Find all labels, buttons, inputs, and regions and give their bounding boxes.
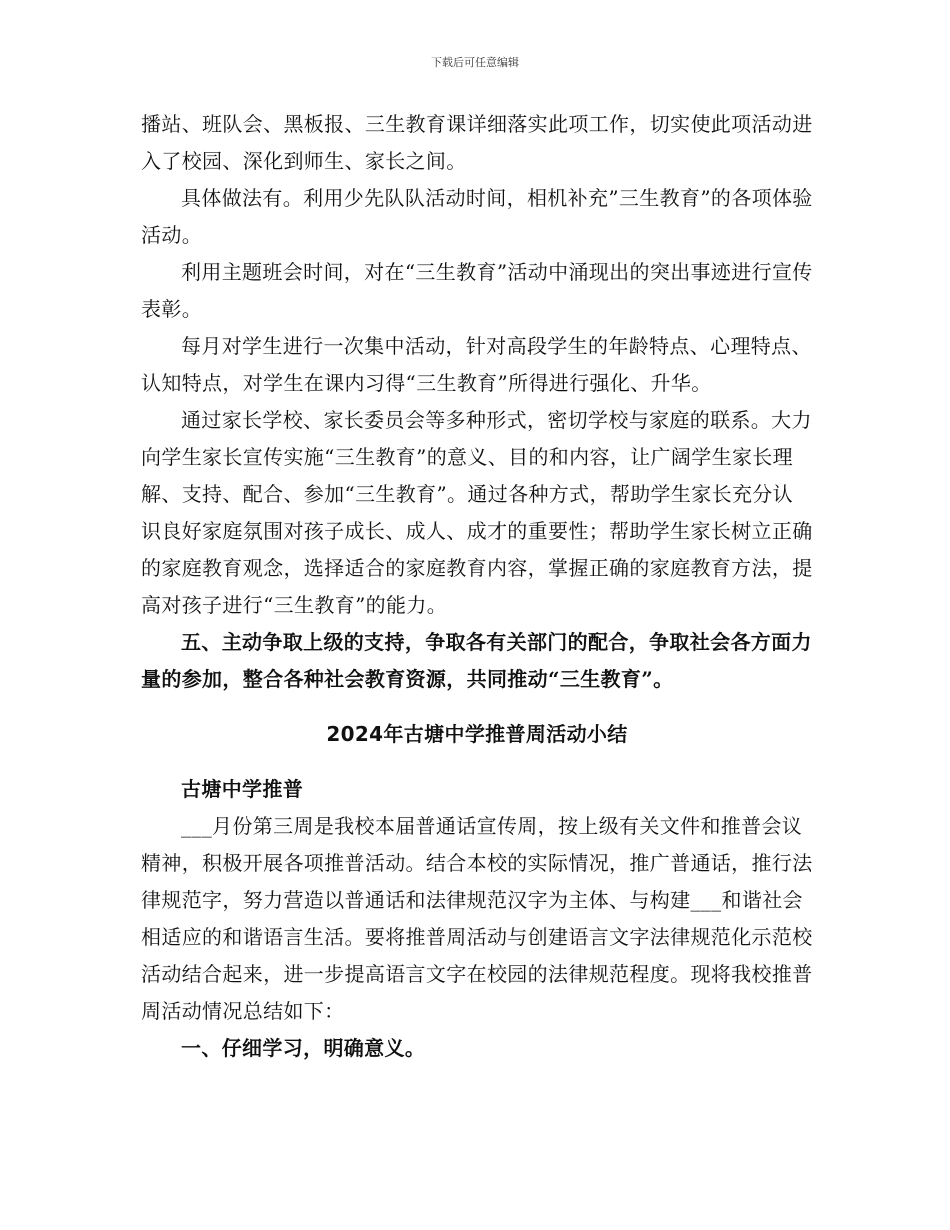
paragraph-monthly-activity: 每月对学生进行一次集中活动，针对高段学生的年龄特点、心理特点、认知特点，对学生在课内习得“三生教育”所得进行强化、升华。: [141, 334, 812, 395]
school-name-heading: 古塘中学推普: [181, 777, 304, 801]
paragraph-intro: ___月份第三周是我校本届普通话宣传周，按上级有关文件和推普会议精神，积极开展各项推普活动。结合本校的实际情况，推广普通话，推行法律规范字，努力营造以普通话和法律规范汉字为主体、与构建___和谐社会相适应的和谐语言生活。要将推普周活动与创建语言文字法律规范化示范校活动结合起来，进一步提高语言文字在校园的法律规范程度。现将我校推普周活动情况总结如下：: [141, 814, 813, 1023]
document-body: [141, 106, 813, 1067]
document-title: 2024年古塘中学推普周活动小结: [326, 722, 628, 746]
section-heading-five: 五、主动争取上级的支持，争取各有关部门的配合，争取社会各方面力量的参加，整合各种社会教育资源，共同推动“三生教育”。: [141, 630, 812, 691]
section-heading-one: 一、仔细学习，明确意义。: [181, 1036, 426, 1060]
paragraph-methods: 具体做法有。利用少先队队活动时间，相机补充”三生教育”的各项体验活动。: [141, 186, 813, 247]
page-header: 下载后可任意编辑: [431, 56, 519, 69]
paragraph-class-meeting: 利用主题班会时间，对在“三生教育”活动中涌现出的突出事迹进行宣传表彰。: [141, 260, 813, 321]
paragraph-continuation: 播站、班队会、黑板报、三生教育课详细落实此项工作，切实使此项活动进入了校园、深化到师生、家长之间。: [141, 112, 813, 173]
paragraph-parents: 通过家长学校、家长委员会等多种形式，密切学校与家庭的联系。大力向学生家长宣传实施“三生教育”的意义、目的和内容，让广阔学生家长理解、支持、配合、参加“三生教育”。通过各种方式，帮助学生家长充分认识良好家庭氛围对孩子成长、成人、成才的重要性；帮助学生家长树立正确的家庭教育观念，选择适合的家庭教育内容，掌握正确的家庭教育方法，提高对孩子进行“三生教育”的能力。: [141, 408, 813, 617]
